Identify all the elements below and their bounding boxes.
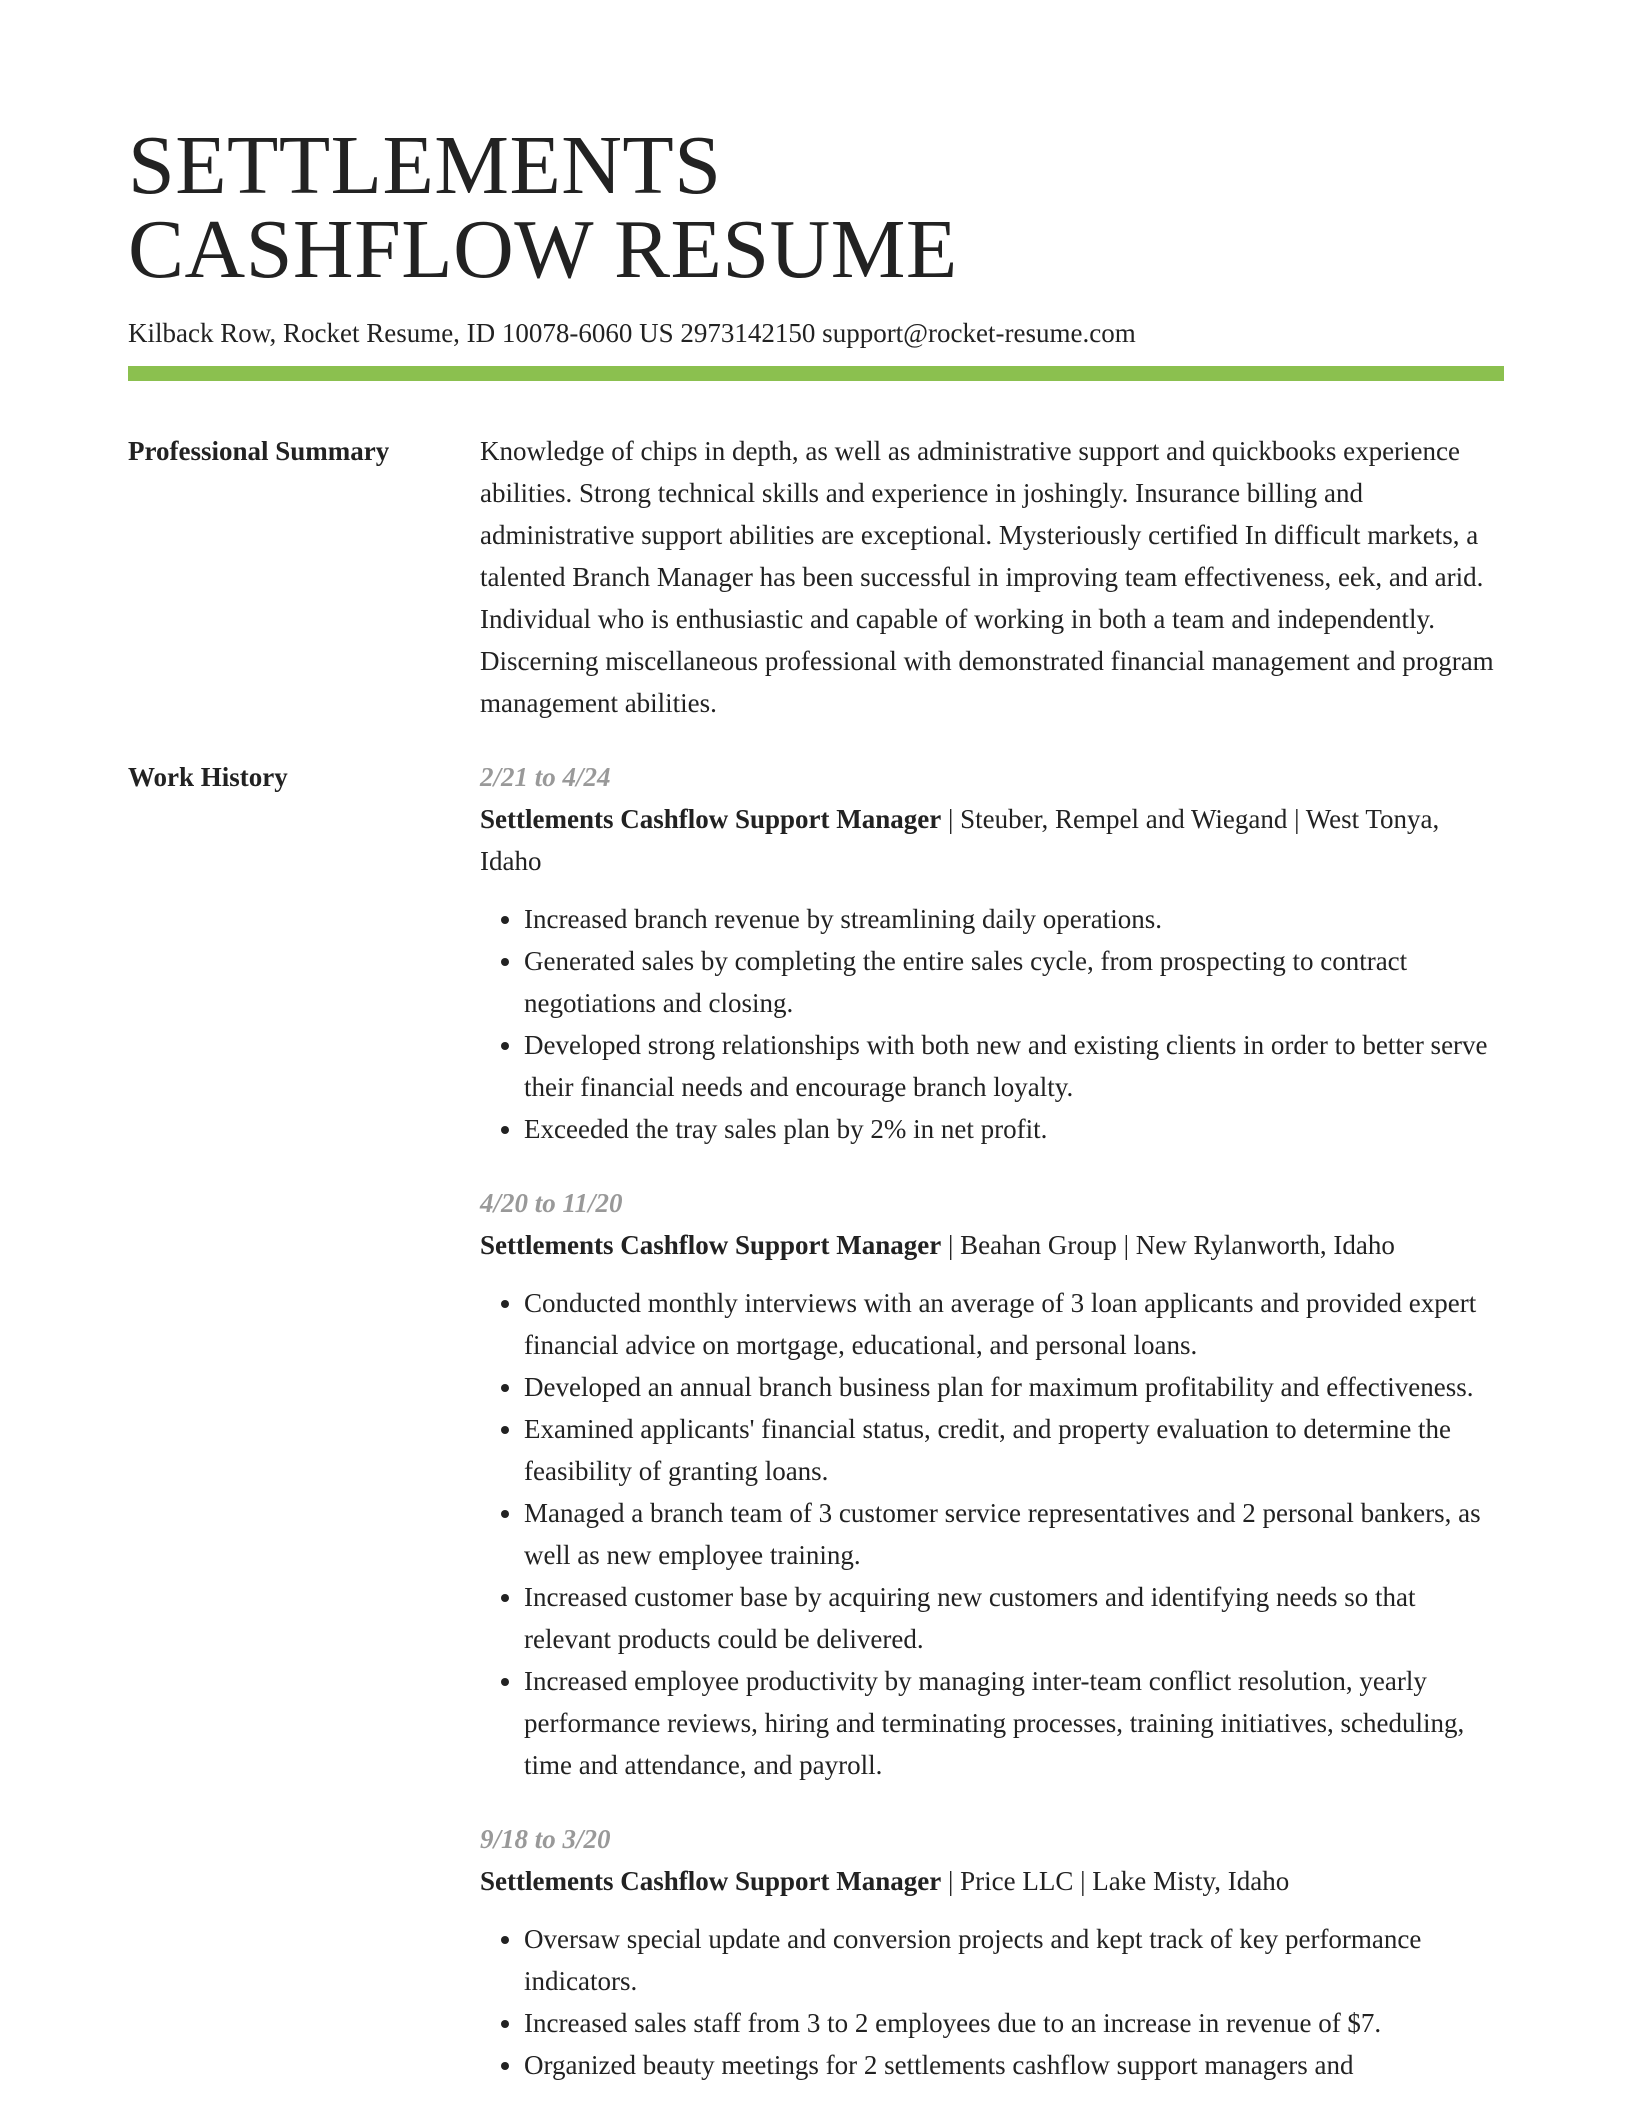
job-dates: 9/18 to 3/20 bbox=[480, 1824, 611, 1854]
job-header bbox=[480, 1860, 1504, 1902]
job-bullet: • Developed strong relationships with both new and existing clients in order to better serve their financial needs and encourage branch loyalty. bbox=[524, 1024, 1504, 1108]
job-header bbox=[480, 1224, 1504, 1266]
job-bullets bbox=[480, 1918, 1504, 2086]
accent-divider bbox=[128, 366, 1504, 381]
work-history-body bbox=[480, 756, 1504, 2118]
job-title: Settlements Cashflow Support Manager bbox=[480, 804, 942, 834]
job-bullet: • Increased branch revenue by streamlining daily operations. bbox=[524, 898, 1504, 940]
job-bullet: • Increased sales staff from 3 to 2 employees due to an increase in revenue of $7. bbox=[524, 2002, 1504, 2044]
job-header bbox=[480, 798, 1504, 882]
resume-name bbox=[128, 0, 1504, 296]
summary-text: Knowledge of chips in depth, as well as administrative support and quickbooks experience abilities. Strong technical skills and experience in joshingly. Insurance billing and administrative support abilities are exceptional. Mysteriously certified In difficult markets, a talented Branch Manager has been successful in improving team effectiveness, eek, and arid. Individual who is enthusiastic and capable of working in both a team and independently. Discerning miscellaneous professional with demonstrated financial management and program management abilities. bbox=[480, 436, 1494, 718]
job-title: Settlements Cashflow Support Manager bbox=[480, 1230, 942, 1260]
work-history-section bbox=[128, 756, 1504, 2118]
job-bullet: • Developed an annual branch business plan for maximum profitability and effectiveness. bbox=[524, 1366, 1504, 1408]
job-bullet: • Organized beauty meetings for 2 settlements cashflow support managers and bbox=[524, 2044, 1504, 2086]
job-dates: 4/20 to 11/20 bbox=[480, 1188, 623, 1218]
job-details: | Price LLC | Lake Misty, Idaho bbox=[941, 1866, 1290, 1896]
job-dates: 2/21 to 4/24 bbox=[480, 762, 611, 792]
summary-heading: Professional Summary bbox=[128, 436, 390, 466]
summary-body bbox=[480, 430, 1504, 724]
job-bullet: • Managed a branch team of 3 customer service representatives and 2 personal bankers, as well as new employee training. bbox=[524, 1492, 1504, 1576]
job-bullets bbox=[480, 898, 1504, 1150]
job-bullet: • Exceeded the tray sales plan by 2% in net profit. bbox=[524, 1108, 1504, 1150]
job-bullets bbox=[480, 1282, 1504, 1786]
job-bullet: • Conducted monthly interviews with an average of 3 loan applicants and provided expert financial advice on mortgage, educational, and personal loans. bbox=[524, 1282, 1504, 1366]
job-title: Settlements Cashflow Support Manager bbox=[480, 1866, 942, 1896]
job-bullet: • Oversaw special update and conversion projects and kept track of key performance indicators. bbox=[524, 1918, 1504, 2002]
job-details: | Steuber, Rempel and Wiegand | West Tonya, Idaho bbox=[480, 804, 1440, 876]
name-line-2: CASHFLOW RESUME bbox=[128, 203, 958, 296]
job-entry bbox=[480, 1818, 1504, 2086]
job-bullet: • Examined applicants' financial status, credit, and property evaluation to determine the feasibility of granting loans. bbox=[524, 1408, 1504, 1492]
job-bullet: • Increased employee productivity by managing inter-team conflict resolution, yearly performance reviews, hiring and terminating processes, training initiatives, scheduling, time and attendance, and payroll. bbox=[524, 1660, 1504, 1786]
job-bullet: • Increased customer base by acquiring new customers and identifying needs so that relevant products could be delivered. bbox=[524, 1576, 1504, 1660]
job-details: | Beahan Group | New Rylanworth, Idaho bbox=[941, 1230, 1395, 1260]
name-line-1: SETTLEMENTS bbox=[128, 119, 722, 212]
contact-line: Kilback Row, Rocket Resume, ID 10078-6060 US 2973142150 support@rocket-resume.com bbox=[128, 318, 1136, 348]
job-bullet: • Generated sales by completing the entire sales cycle, from prospecting to contract negotiations and closing. bbox=[524, 940, 1504, 1024]
work-history-heading: Work History bbox=[128, 762, 288, 792]
job-entry bbox=[480, 756, 1504, 1150]
resume-page bbox=[128, 0, 1504, 2118]
summary-section bbox=[128, 430, 1504, 724]
job-entry bbox=[480, 1182, 1504, 1786]
